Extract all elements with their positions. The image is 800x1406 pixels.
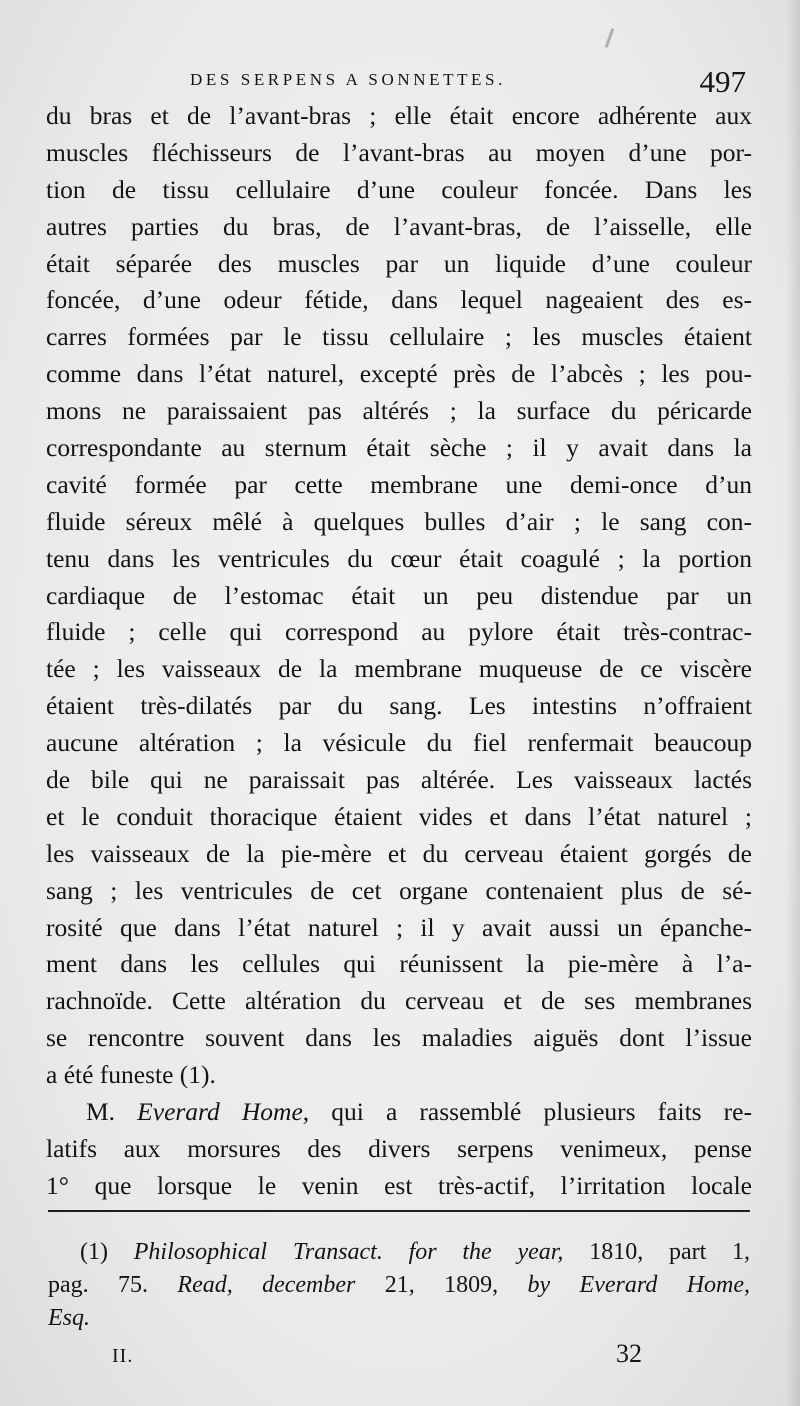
footnote-marker: (1) bbox=[80, 1239, 134, 1265]
text-fragment: , qui a rassemblé plusieurs faits re- bbox=[302, 1097, 752, 1127]
text-line: était séparée des muscles par un liquide d’une couleur bbox=[46, 248, 752, 278]
text-line: mons ne paraissaient pas altérés ; la surface du péricarde bbox=[46, 396, 752, 426]
footnote-line bbox=[48, 1302, 750, 1335]
footnote bbox=[48, 1236, 750, 1335]
page-edge-shadow bbox=[786, 0, 800, 1406]
text-line: correspondante au sternum était sèche ; il y avait dans la bbox=[46, 433, 752, 463]
text-line: foncée, d’une odeur fétide, dans lequel nageaient des es- bbox=[46, 285, 752, 315]
text-line: a été funeste (1). bbox=[46, 1060, 216, 1090]
text-line: comme dans l’état naturel, excepté près de l’abcès ; les pou- bbox=[46, 359, 752, 389]
citation-author: by Everard Home, bbox=[527, 1272, 751, 1298]
volume-signature: II. bbox=[112, 1345, 134, 1367]
text-line: rosité que dans l’état naturel ; il y avait aussi un épanche- bbox=[46, 912, 752, 942]
text-line: cavité formée par cette membrane une demi-once d’un bbox=[46, 469, 752, 499]
text-line: les vaisseaux de la pie-mère et du cerveau étaient gorgés de bbox=[46, 838, 752, 868]
text-line: fluide séreux mêlé à quelques bulles d’air ; le sang con- bbox=[46, 506, 752, 536]
text-line: carres formées par le tissu cellulaire ; les muscles étaient bbox=[46, 322, 752, 352]
text-line: latifs aux morsures des divers serpens venimeux, pense bbox=[46, 1133, 752, 1163]
text-line: ment dans les cellules qui réunissent la pie-mère à l’a- bbox=[46, 949, 752, 979]
text-line: 1° que lorsque le venin est très-actif, l’irritation locale bbox=[46, 1170, 752, 1200]
citation-title: Philosophical Transact. for the year, bbox=[133, 1239, 564, 1265]
person-name: Everard Home bbox=[137, 1097, 303, 1127]
text-line: tion de tissu cellulaire d’une couleur foncée. Dans les bbox=[46, 174, 752, 204]
body-text bbox=[46, 98, 752, 1205]
text-line: rachnoïde. Cette altération du cerveau et de ses membranes bbox=[46, 986, 752, 1016]
paragraph-opening-line bbox=[46, 1094, 752, 1131]
text-line: muscles fléchisseurs de l’avant-bras au moyen d’une por- bbox=[46, 137, 752, 167]
text-line: tée ; les vaisseaux de la membrane muqueuse de ce viscère bbox=[46, 654, 752, 684]
text-fragment: 21, 1809, bbox=[355, 1272, 528, 1298]
text-line: aucune altération ; la vésicule du fiel renfermait beaucoup bbox=[46, 728, 752, 758]
footnote-line bbox=[48, 1236, 750, 1269]
citation-read: Read, december bbox=[177, 1272, 356, 1298]
citation-esq: Esq. bbox=[48, 1305, 90, 1331]
text-line: étaient très-dilatés par du sang. Les intestins n’offraient bbox=[46, 691, 752, 721]
text-line: cardiaque de l’estomac était un peu distendue par un bbox=[46, 580, 752, 610]
text-line: sang ; les ventricules de cet organe contenaient plus de sé- bbox=[46, 875, 752, 905]
text-line: fluide ; celle qui correspond au pylore était très-contrac- bbox=[46, 617, 752, 647]
text-line: autres parties du bras, de l’avant-bras, de l’aisselle, elle bbox=[46, 211, 752, 241]
text-fragment: 1810, part 1, bbox=[563, 1239, 751, 1265]
text-fragment: pag. 75. bbox=[48, 1272, 178, 1298]
text-line: tenu dans les ventricules du cœur était coagulé ; la portion bbox=[46, 543, 752, 573]
page-number: 497 bbox=[699, 64, 746, 99]
footnote-rule bbox=[48, 1210, 750, 1212]
text-line: de bile qui ne paraissait pas altérée. Les vaisseaux lactés bbox=[46, 765, 752, 795]
sheet-signature: 32 bbox=[616, 1339, 642, 1368]
running-title: DES SERPENS A SONNETTES. bbox=[190, 70, 506, 89]
text-fragment: M. bbox=[86, 1097, 138, 1127]
text-line: et le conduit thoracique étaient vides et dans l’état naturel ; bbox=[46, 801, 752, 831]
text-line: se rencontre souvent dans les maladies aiguës dont l’issue bbox=[46, 1023, 752, 1053]
footnote-line bbox=[48, 1269, 750, 1302]
text-line: du bras et de l’avant-bras ; elle était encore adhérente aux bbox=[46, 101, 752, 130]
ink-mark bbox=[605, 28, 615, 48]
